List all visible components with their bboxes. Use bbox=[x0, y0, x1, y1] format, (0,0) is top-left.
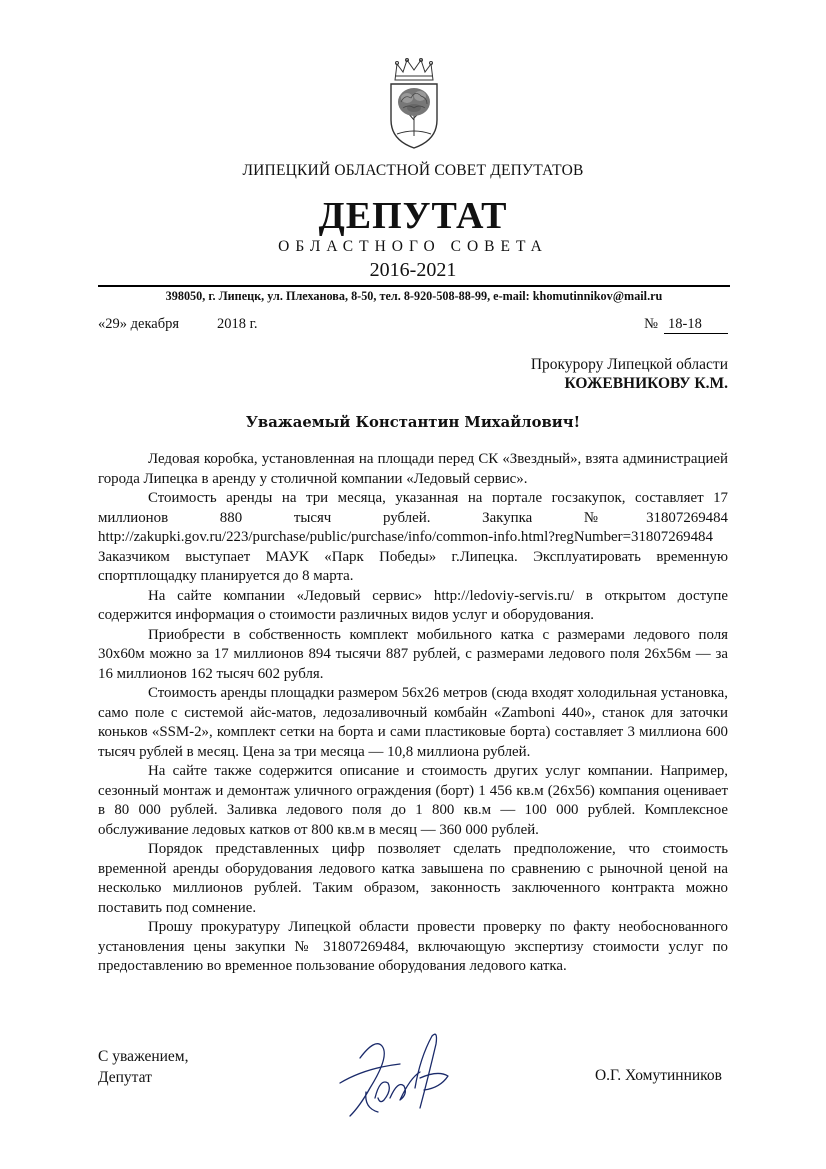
recipient-block bbox=[531, 355, 728, 393]
body-paragraph: Прошу прокуратуру Липецкой области провести проверку по факту необоснованного установления цены закупки № 31807269484, включающую экспертизу стоимости услуг по предоставлению во временное пользование оборудования ледового катка. bbox=[98, 919, 728, 974]
letterhead-subtitle: ОБЛАСТНОГО СОВЕТА bbox=[278, 238, 548, 255]
date-day-month: «29» декабря bbox=[98, 316, 179, 332]
letter-body bbox=[98, 450, 728, 977]
body-paragraph: Стоимость аренды на три месяца, указанная на портале госзакупок, составляет 17 миллионов 880 тысяч рублей. Закупка №31807269484 http://zakupki.gov.ru/223/purchase/public/purchase/info/common-info.html?regNumber=31807269484 Заказчиком выступает МАУК «Парк Победы» г.Липецка. Эксплуатировать временную спортплощадку планируется до 8 марта. bbox=[98, 490, 728, 584]
closing-position: Депутат bbox=[98, 1069, 152, 1086]
closing-block bbox=[98, 1046, 189, 1088]
body-paragraph: На сайте компании «Ледовый сервис» http://ledoviy-servis.ru/ в открытом доступе содержится информация о стоимости различных видов услуг и оборудования. bbox=[98, 587, 728, 623]
body-paragraph: На сайте также содержится описание и стоимость других услуг компании. Например, сезонный монтаж и демонтаж уличного ограждения (борт) 1 456 кв.м (26х56) компания оценивает в 80 000 рублей. Заливка ледового поля до 1 800 кв.м — 100 000 рублей. Комплексное обслуживание ледовых катков от 800 кв.м в месяц — 360 000 рублей. bbox=[98, 763, 728, 838]
body-paragraph: Стоимость аренды площадки размером 56х26 метров (сюда входят холодильная установка, само поле с системой айс-матов, ледозаливочный комбайн «Zamboni 440», станок для заточки коньков «SSM-2», комплект сетки на борта и сами пластиковые борта) составляет 3 миллиона 600 тысяч рублей в месяц. Цена за три месяца — 10,8 миллиона рублей. bbox=[98, 685, 728, 760]
term-years: 2016-2021 bbox=[369, 259, 457, 281]
signer-name: О.Г. Хомутинников bbox=[594, 1067, 722, 1084]
document-number bbox=[644, 316, 728, 334]
greeting: Уважаемый Константин Михайлович! bbox=[245, 414, 581, 431]
number-label: № bbox=[644, 316, 658, 332]
recipient-title: Прокурору Липецкой области bbox=[530, 356, 728, 373]
closing-salutation: С уважением, bbox=[98, 1048, 189, 1065]
date-year: 2018 г. bbox=[217, 316, 258, 332]
body-paragraph: Порядок представленных цифр позволяет сделать предположение, что стоимость временной аренды оборудования ледового катка завышена по сравнению с рыночной ценой на несколько миллионов рублей. Таким образом, законность заключенного контракта можно поставить под сомнение. bbox=[98, 841, 728, 916]
body-paragraph: Ледовая коробка, установленная на площади перед СК «Звездный», взята администрацией города Липецка в аренду у столичной компании «Ледовый сервис». bbox=[98, 451, 728, 487]
letter-date bbox=[98, 316, 258, 333]
body-paragraph: Приобрести в собственность комплект мобильного катка с размерами ледового поля 30х60м можно за 17 миллионов 894 тысячи 887 рублей, с размерами ледового поля 26х56м — за 16 миллионов 162 тысяч 602 рубля. bbox=[98, 626, 728, 682]
contact-address: 398050, г. Липецк, ул. Плеханова, 8-50, тел. 8-920-508-88-99, e-mail: khomutinnikov@mail.ru bbox=[165, 289, 663, 303]
recipient-name: КОЖЕВНИКОВУ К.М. bbox=[564, 375, 728, 392]
lipetsk-emblem-icon bbox=[385, 58, 443, 150]
letterhead-title: ДЕПУТАТ bbox=[318, 195, 508, 237]
header-divider bbox=[98, 285, 730, 287]
handwritten-signature-icon bbox=[320, 1028, 470, 1123]
number-value: 18-18 bbox=[664, 316, 728, 334]
council-name: ЛИПЕЦКИЙ ОБЛАСТНОЙ СОВЕТ ДЕПУТАТОВ bbox=[242, 162, 584, 179]
